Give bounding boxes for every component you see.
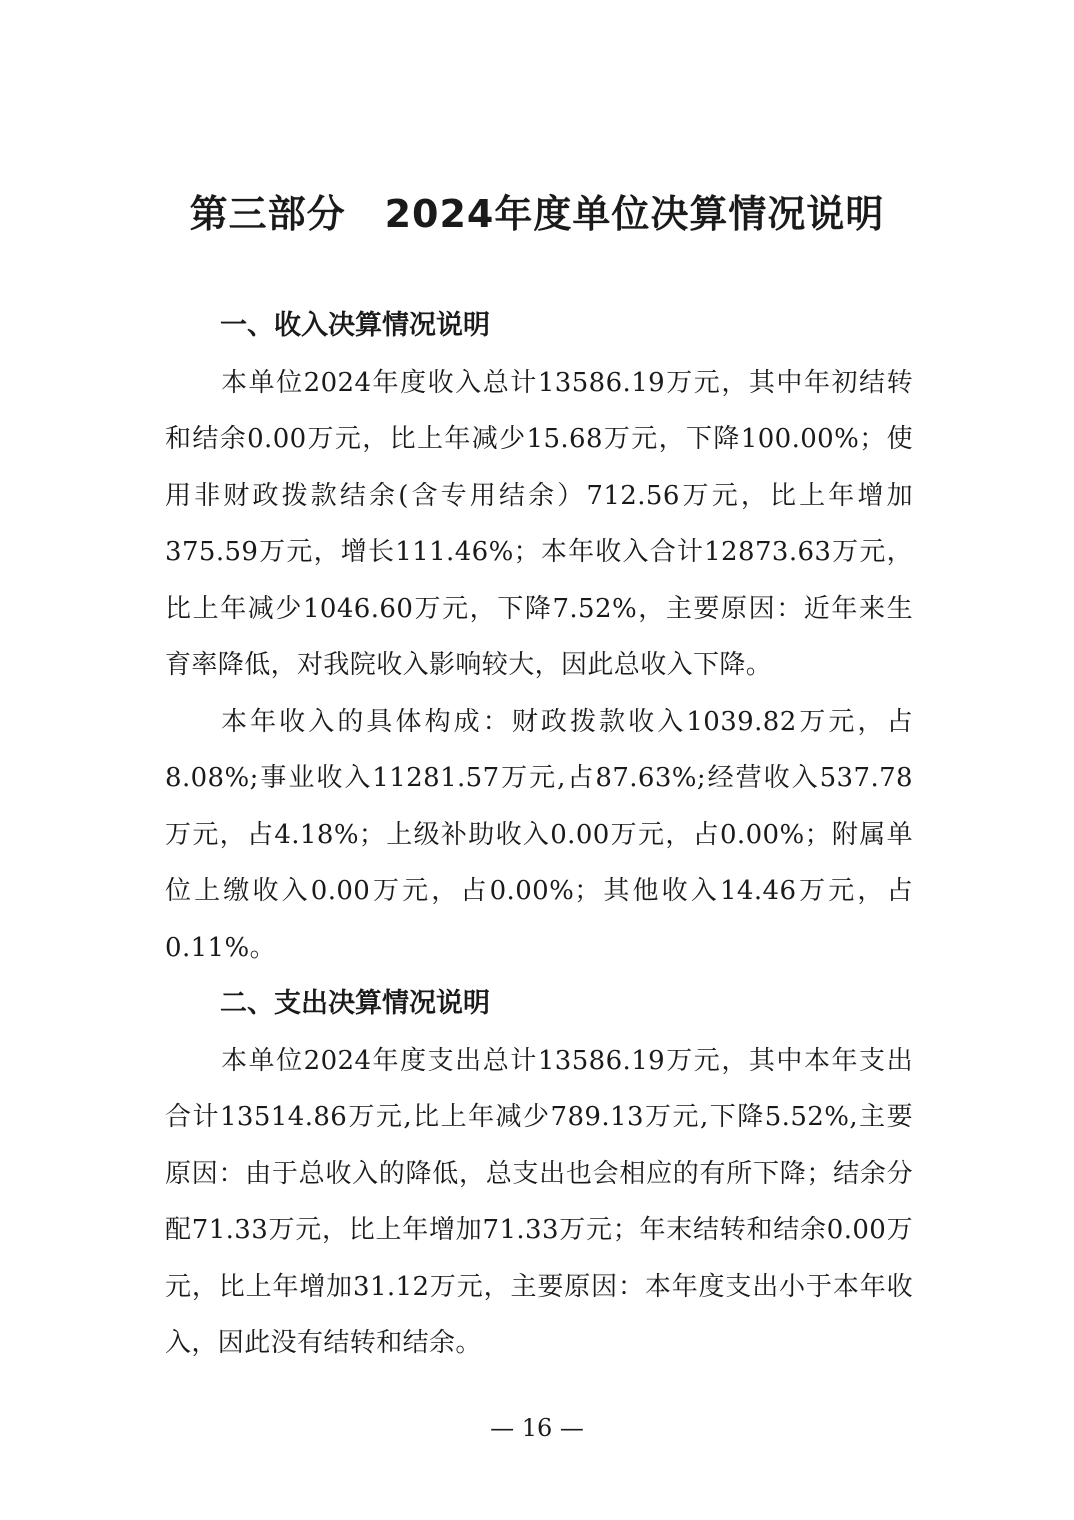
section-heading-expenditure: 二、支出决算情况说明: [220, 988, 490, 1019]
income-section: [165, 298, 913, 976]
expenditure-paragraph-summary: 本单位2024年度支出总计13586.19万元，其中本年支出合计13514.86万元,比上年减少789.13万元,下降5.52%,主要原因：由于总收入的降低，总支出也会相应的有所下降；结余分配71.33万元，比上年增加71.33万元；年末结转和结余0.00万元，比上年增加31.12万元，主要原因：本年度支出小于本年收入，因此没有结转和结余。: [165, 1045, 913, 1358]
page-title: 第三部分 2024年度单位决算情况说明: [189, 192, 885, 236]
document-body: [165, 298, 913, 1372]
page-number: — 16 —: [490, 1414, 584, 1442]
income-paragraph-summary: 本单位2024年度收入总计13586.19万元，其中年初结转和结余0.00万元，比上年减少15.68万元，下降100.00%；使用非财政拨款结余(含专用结余）712.56万元，比上年增加375.59万元，增长111.46%；本年收入合计12873.63万元，比上年减少1046.60万元，下降7.52%，主要原因：近年来生育率降低，对我院收入影响较大，因此总收入下降。: [165, 367, 913, 680]
section-heading-income: 一、收入决算情况说明: [220, 310, 490, 341]
income-paragraph-composition: 本年收入的具体构成：财政拨款收入1039.82万元，占8.08%;事业收入11281.57万元,占87.63%;经营收入537.78万元，占4.18%；上级补助收入0.00万元，占0.00%；附属单位上缴收入0.00万元，占0.00%；其他收入14.46万元，占0.11%。: [165, 706, 913, 963]
expenditure-section: [165, 976, 913, 1372]
